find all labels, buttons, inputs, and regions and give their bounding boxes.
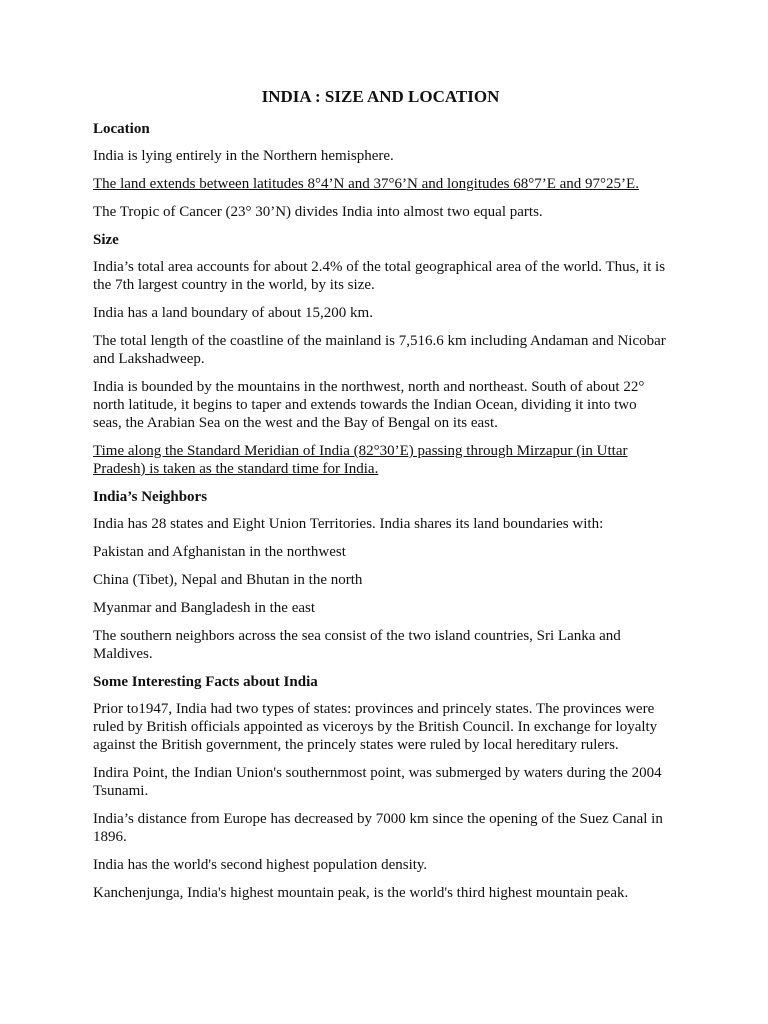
- paragraph: Indira Point, the Indian Union's southernmost point, was submerged by waters during the 2004 Tsunami.: [93, 765, 662, 799]
- heading-facts: Some Interesting Facts about India: [93, 674, 318, 690]
- heading-neighbors: India’s Neighbors: [93, 489, 208, 505]
- paragraph: The Tropic of Cancer (23° 30’N) divides India into almost two equal parts.: [93, 204, 543, 220]
- paragraph: India has 28 states and Eight Union Territories. India shares its land boundaries with:: [93, 516, 604, 532]
- heading-location: Location: [93, 121, 150, 137]
- paragraph: The southern neighbors across the sea consist of the two island countries, Sri Lanka and Maldives.: [93, 628, 621, 662]
- paragraph: Kanchenjunga, India's highest mountain peak, is the world's third highest mountain peak.: [93, 885, 629, 901]
- paragraph-underlined: Time along the Standard Meridian of India (82°30’E) passing through Mirzapur (in Uttar Pradesh) is taken as the standard time for India.: [93, 443, 628, 477]
- paragraph: Myanmar and Bangladesh in the east: [93, 600, 316, 616]
- paragraph: India is lying entirely in the Northern hemisphere.: [93, 148, 394, 164]
- paragraph-underlined: The land extends between latitudes 8°4’N and 37°6’N and longitudes 68°7’E and 97°25’E.: [93, 176, 639, 192]
- paragraph: India has the world's second highest population density.: [93, 857, 428, 873]
- heading-size: Size: [93, 232, 119, 248]
- paragraph: India’s distance from Europe has decreased by 7000 km since the opening of the Suez Canal in 1896.: [93, 811, 663, 845]
- paragraph: Prior to1947, India had two types of states: provinces and princely states. The provinces were ruled by British officials appointed as viceroys by the British Council. In exchange for loyalty against the British government, the princely states were ruled by local hereditary rulers.: [93, 701, 658, 753]
- paragraph: India has a land boundary of about 15,200 km.: [93, 305, 373, 321]
- paragraph: The total length of the coastline of the mainland is 7,516.6 km including Andaman and Nicobar and Lakshadweep.: [93, 333, 666, 367]
- paragraph: China (Tibet), Nepal and Bhutan in the north: [93, 572, 363, 588]
- paragraph: Pakistan and Afghanistan in the northwest: [93, 544, 346, 560]
- paragraph: India’s total area accounts for about 2.4% of the total geographical area of the world. Thus, it is the 7th largest country in the world, by its size.: [93, 259, 666, 293]
- paragraph: India is bounded by the mountains in the northwest, north and northeast. South of about 22° north latitude, it begins to taper and extends towards the Indian Ocean, dividing it into two seas, the Arabian Sea on the west and the Bay of Bengal on its east.: [93, 379, 645, 431]
- document-title: INDIA : SIZE AND LOCATION: [261, 87, 500, 106]
